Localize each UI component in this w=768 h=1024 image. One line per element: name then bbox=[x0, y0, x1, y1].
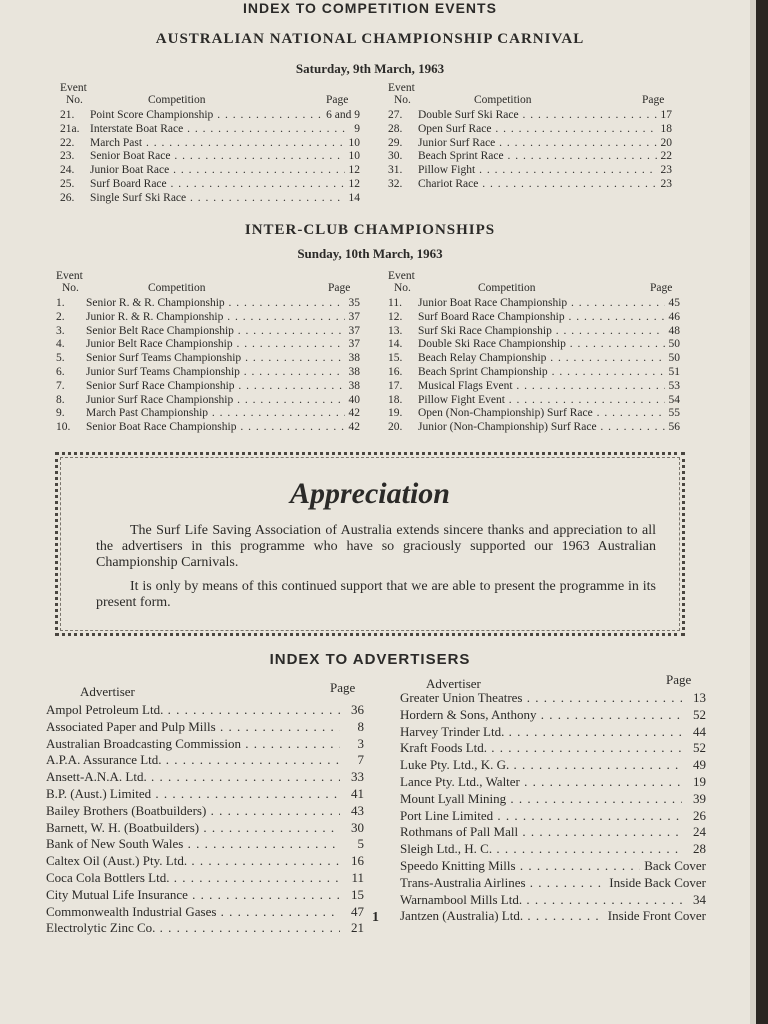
event-number: 20. bbox=[388, 421, 403, 434]
event-row bbox=[388, 366, 680, 380]
event-number: 16. bbox=[388, 365, 403, 378]
interclub-events-left bbox=[56, 270, 360, 435]
col-header-page: Page bbox=[328, 282, 351, 294]
page-reference: Inside Front Cover bbox=[607, 908, 706, 924]
page-reference: 10 bbox=[348, 150, 360, 163]
page-reference: 38 bbox=[348, 365, 360, 378]
advertiser-row bbox=[46, 786, 364, 803]
competition-name: Open Surf Race . . . bbox=[418, 123, 657, 137]
advertiser-name: Rothmans of Pall Mall . . . bbox=[400, 824, 682, 841]
col-header-competition: Competition bbox=[474, 94, 532, 106]
competition-name: Junior Belt Race Championship . . . bbox=[86, 338, 345, 352]
page-reference: 37 bbox=[348, 338, 360, 351]
page-number: 1 bbox=[372, 910, 379, 925]
competition-name: Beach Sprint Championship . . . bbox=[418, 366, 665, 380]
col-header-advertiser: Advertiser bbox=[426, 676, 481, 691]
event-number: 21a. bbox=[60, 122, 80, 135]
page-reference: 3 bbox=[357, 735, 364, 751]
competition-name: March Past . . . bbox=[90, 137, 345, 151]
advertisers-index-title: INDEX TO ADVERTISERS bbox=[269, 651, 471, 668]
competition-name: Beach Sprint Race . . . bbox=[418, 150, 657, 164]
event-number: 15. bbox=[388, 352, 403, 365]
event-number: 30. bbox=[388, 150, 403, 163]
event-number: 29. bbox=[388, 136, 403, 149]
advertiser-name: Commonwealth Industrial Gases . . . bbox=[46, 904, 340, 921]
col-header-competition: Competition bbox=[148, 94, 206, 106]
competition-name: Surf Board Race Championship . . . bbox=[418, 311, 665, 325]
advertiser-row bbox=[400, 774, 706, 791]
event-number: 23. bbox=[60, 150, 75, 163]
event-row bbox=[56, 394, 360, 408]
advertiser-name: Electrolytic Zinc Co. . . . bbox=[46, 920, 340, 937]
event-number: 2. bbox=[56, 310, 65, 323]
event-number: 10. bbox=[56, 421, 71, 434]
event-number: 28. bbox=[388, 122, 403, 135]
page-reference: 12 bbox=[348, 177, 360, 190]
competition-name: Open (Non-Championship) Surf Race . . . bbox=[418, 407, 665, 421]
event-number: 17. bbox=[388, 379, 403, 392]
competition-name: Senior Belt Race Championship . . . bbox=[86, 325, 345, 339]
page-reference: 21 bbox=[351, 920, 364, 936]
event-number: 31. bbox=[388, 164, 403, 177]
page-reference: 36 bbox=[351, 702, 364, 717]
page-reference: 42 bbox=[348, 421, 360, 434]
event-number: 12. bbox=[388, 310, 403, 323]
col-header-event: Event bbox=[388, 270, 415, 282]
event-number: 4. bbox=[56, 338, 65, 351]
page-reference: 11 bbox=[351, 869, 364, 885]
page-reference: 41 bbox=[351, 785, 364, 801]
carnival-events-left bbox=[60, 82, 360, 206]
event-row bbox=[56, 380, 360, 394]
advertiser-name: Port Line Limited . . . bbox=[400, 808, 682, 825]
page-reference: 18 bbox=[660, 122, 672, 135]
appreciation-title: Appreciation bbox=[289, 477, 450, 510]
col-header-competition: Competition bbox=[148, 282, 206, 294]
col-header-page: Page bbox=[666, 672, 692, 687]
advertiser-name: Lance Pty. Ltd., Walter . . . bbox=[400, 774, 682, 791]
event-number: 32. bbox=[388, 177, 403, 190]
interclub-date: Sunday, 10th March, 1963 bbox=[297, 246, 443, 261]
page-reference: 51 bbox=[668, 365, 680, 378]
page-reference: 47 bbox=[351, 903, 364, 919]
advertiser-row bbox=[46, 853, 364, 870]
page-reference: 52 bbox=[693, 706, 706, 722]
advertiser-name: Coca Cola Bottlers Ltd. . . . bbox=[46, 870, 340, 887]
event-row bbox=[60, 123, 360, 137]
advertiser-name: Greater Union Theatres . . . bbox=[400, 690, 682, 707]
page-reference: 20 bbox=[660, 136, 672, 149]
advertiser-row bbox=[46, 870, 364, 887]
event-row bbox=[56, 352, 360, 366]
event-number: 9. bbox=[56, 407, 65, 420]
page-reference: 42 bbox=[348, 407, 360, 420]
col-header-event: Event bbox=[60, 82, 87, 94]
advertiser-name: Ampol Petroleum Ltd. . . . bbox=[46, 702, 340, 719]
event-number: 26. bbox=[60, 191, 75, 204]
page-reference: 38 bbox=[348, 352, 360, 365]
advertiser-name: Warnambool Mills Ltd. . . . bbox=[400, 892, 682, 909]
event-row bbox=[60, 137, 360, 151]
page-reference: 15 bbox=[351, 886, 364, 902]
advertiser-row bbox=[400, 908, 706, 925]
advertiser-row bbox=[400, 841, 706, 858]
event-row bbox=[60, 109, 360, 123]
page-reference: 34 bbox=[693, 891, 706, 907]
page-reference: 44 bbox=[693, 723, 706, 739]
event-number: 24. bbox=[60, 164, 75, 177]
page-reference: 17 bbox=[660, 109, 672, 121]
interclub-title: INTER-CLUB CHAMPIONSHIPS bbox=[244, 222, 496, 238]
competition-name: Senior Boat Race . . . bbox=[90, 150, 345, 164]
event-row bbox=[388, 325, 680, 339]
page-reference: 35 bbox=[348, 297, 360, 309]
event-number: 1. bbox=[56, 297, 65, 309]
page-reference: 37 bbox=[348, 310, 360, 323]
advertiser-name: Bailey Brothers (Boatbuilders) . . . bbox=[46, 803, 340, 820]
event-row bbox=[60, 178, 360, 192]
page-reference: 5 bbox=[357, 836, 364, 852]
event-row bbox=[56, 311, 360, 325]
event-number: 8. bbox=[56, 393, 65, 406]
event-row bbox=[388, 380, 680, 394]
advertiser-row bbox=[400, 875, 706, 892]
col-header-page: Page bbox=[642, 94, 665, 106]
event-number: 21. bbox=[60, 109, 75, 121]
event-row bbox=[388, 394, 680, 408]
event-row bbox=[388, 123, 672, 137]
carnival-events-right bbox=[388, 82, 672, 192]
competition-name: Junior Surf Race . . . bbox=[418, 137, 657, 151]
page-reference: Back Cover bbox=[644, 857, 706, 873]
page-reference: 38 bbox=[348, 379, 360, 392]
event-row bbox=[388, 137, 672, 151]
page-reference: 49 bbox=[693, 757, 706, 773]
advertiser-name: Australian Broadcasting Commission . . . bbox=[46, 736, 340, 753]
advertiser-row bbox=[46, 904, 364, 921]
advertiser-row bbox=[46, 820, 364, 837]
appreciation-paragraph-1: The Surf Life Saving Association of Australia extends sincere thanks and appreciation to all the advertisers in this programme who have so graciously supported our 1963 Australian Championship Carnivals. bbox=[96, 523, 656, 570]
competition-name: Surf Ski Race Championship . . . bbox=[418, 325, 665, 339]
advertiser-row bbox=[400, 892, 706, 909]
event-number: 11. bbox=[388, 297, 402, 309]
event-row bbox=[388, 338, 680, 352]
page-reference: 46 bbox=[668, 310, 680, 323]
advertiser-row bbox=[400, 707, 706, 724]
page-reference: 8 bbox=[357, 718, 364, 734]
event-number: 25. bbox=[60, 177, 75, 190]
advertiser-name: Hordern & Sons, Anthony . . . bbox=[400, 707, 682, 724]
event-row bbox=[388, 178, 672, 192]
events-index-title: INDEX TO COMPETITION EVENTS bbox=[243, 0, 497, 16]
advertiser-row bbox=[46, 920, 364, 937]
event-number: 19. bbox=[388, 407, 403, 420]
competition-name: Senior Boat Race Championship . . . bbox=[86, 421, 345, 435]
competition-name: Single Surf Ski Race . . . bbox=[90, 192, 345, 206]
advertiser-row bbox=[46, 769, 364, 786]
advertiser-row bbox=[46, 702, 364, 719]
col-header-page: Page bbox=[326, 94, 349, 106]
event-row bbox=[60, 150, 360, 164]
carnival-title: AUSTRALIAN NATIONAL CHAMPIONSHIP CARNIVAL bbox=[155, 31, 585, 47]
page-reference: 43 bbox=[351, 802, 364, 818]
page-reference: 45 bbox=[668, 297, 680, 309]
page-reference: 9 bbox=[354, 122, 360, 135]
advertiser-name: Caltex Oil (Aust.) Pty. Ltd. . . . bbox=[46, 853, 340, 870]
event-row bbox=[388, 421, 680, 435]
event-row bbox=[56, 297, 360, 311]
competition-name: March Past Championship . . . bbox=[86, 407, 345, 421]
event-row bbox=[60, 164, 360, 178]
appreciation-box bbox=[55, 452, 685, 636]
event-row bbox=[56, 421, 360, 435]
event-number: 5. bbox=[56, 352, 65, 365]
event-row bbox=[56, 407, 360, 421]
col-header-competition: Competition bbox=[478, 282, 536, 294]
page-reference: 53 bbox=[668, 379, 680, 392]
event-number: 27. bbox=[388, 109, 403, 121]
page-reference: 28 bbox=[693, 841, 706, 857]
competition-name: Senior R. & R. Championship . . . bbox=[86, 297, 345, 311]
page-reference: 23 bbox=[660, 164, 672, 177]
advertiser-name: Associated Paper and Pulp Mills . . . bbox=[46, 719, 340, 736]
competition-name: Beach Relay Championship . . . bbox=[418, 352, 665, 366]
advertiser-row bbox=[46, 836, 364, 853]
page-reference: 54 bbox=[668, 393, 680, 406]
event-number: 22. bbox=[60, 136, 75, 149]
carnival-date: Saturday, 9th March, 1963 bbox=[295, 61, 445, 76]
advertiser-name: Barnett, W. H. (Boatbuilders) . . . bbox=[46, 820, 340, 837]
page-reference: 6 and 9 bbox=[326, 109, 360, 121]
col-header-no: No. bbox=[394, 282, 411, 294]
advertiser-row bbox=[400, 808, 706, 825]
page-reference: 26 bbox=[693, 807, 706, 823]
competition-name: Senior Surf Teams Championship . . . bbox=[86, 352, 345, 366]
page-reference: 56 bbox=[668, 421, 680, 434]
competition-name: Junior (Non-Championship) Surf Race . . . bbox=[418, 421, 665, 435]
advertiser-row bbox=[400, 724, 706, 741]
page-reference: 22 bbox=[660, 150, 672, 163]
page-reference: 13 bbox=[693, 690, 706, 705]
page-reference: 52 bbox=[693, 740, 706, 756]
competition-name: Chariot Race . . . bbox=[418, 178, 657, 192]
advertiser-name: Harvey Trinder Ltd. . . . bbox=[400, 724, 682, 741]
col-header-no: No. bbox=[66, 94, 83, 106]
appreciation-paragraph-2: It is only by means of this continued support that we are able to present the programme in its present form. bbox=[96, 579, 656, 610]
competition-name: Point Score Championship . . . bbox=[90, 109, 322, 123]
advertisers-left bbox=[46, 680, 364, 937]
event-number: 7. bbox=[56, 379, 65, 392]
page-reference: 24 bbox=[693, 824, 706, 840]
event-row bbox=[56, 338, 360, 352]
page-reference: 30 bbox=[351, 819, 364, 835]
competition-name: Junior Boat Race . . . bbox=[90, 164, 345, 178]
advertiser-row bbox=[46, 752, 364, 769]
interclub-events-right bbox=[388, 270, 680, 435]
competition-name: Junior Surf Teams Championship . . . bbox=[86, 366, 345, 380]
competition-name: Junior Boat Race Championship . . . bbox=[418, 297, 665, 311]
col-header-page: Page bbox=[650, 282, 673, 294]
page-reference: 14 bbox=[348, 191, 360, 204]
competition-name: Senior Surf Race Championship . . . bbox=[86, 380, 345, 394]
event-row bbox=[56, 325, 360, 339]
page-reference: 40 bbox=[348, 393, 360, 406]
advertiser-name: Jantzen (Australia) Ltd. . . . bbox=[400, 908, 604, 925]
advertiser-row bbox=[400, 858, 706, 875]
advertiser-name: A.P.A. Assurance Ltd. . . . bbox=[46, 752, 340, 769]
col-header-event: Event bbox=[388, 82, 415, 94]
col-header-no: No. bbox=[394, 94, 411, 106]
page-reference: 50 bbox=[668, 352, 680, 365]
event-number: 3. bbox=[56, 324, 65, 337]
event-row bbox=[60, 192, 360, 206]
event-row bbox=[388, 109, 672, 123]
page-reference: 37 bbox=[348, 324, 360, 337]
event-number: 14. bbox=[388, 338, 403, 351]
col-header-event: Event bbox=[56, 270, 83, 282]
page-reference: 55 bbox=[668, 407, 680, 420]
competition-name: Pillow Fight Event . . . bbox=[418, 394, 665, 408]
page-reference: 19 bbox=[693, 773, 706, 789]
advertiser-name: Speedo Knitting Mills . . . bbox=[400, 858, 640, 875]
advertiser-row bbox=[46, 887, 364, 904]
competition-name: Junior R. & R. Championship . . . bbox=[86, 311, 345, 325]
col-header-page: Page bbox=[330, 680, 356, 695]
page-reference: 7 bbox=[357, 752, 364, 768]
competition-name: Double Ski Race Championship . . . bbox=[418, 338, 665, 352]
advertiser-row bbox=[400, 791, 706, 808]
event-row bbox=[56, 366, 360, 380]
col-header-advertiser: Advertiser bbox=[80, 684, 135, 699]
competition-name: Double Surf Ski Race . . . bbox=[418, 109, 657, 123]
event-number: 13. bbox=[388, 324, 403, 337]
page-reference: 39 bbox=[693, 790, 706, 806]
page-reference: 48 bbox=[668, 324, 680, 337]
page-reference: Inside Back Cover bbox=[609, 874, 706, 890]
event-row bbox=[388, 297, 680, 311]
competition-name: Junior Surf Race Championship . . . bbox=[86, 394, 345, 408]
page-reference: 50 bbox=[668, 338, 680, 351]
page-reference: 23 bbox=[660, 177, 672, 190]
event-row bbox=[388, 407, 680, 421]
event-row bbox=[388, 164, 672, 178]
advertisers-right bbox=[400, 672, 706, 925]
advertiser-name: Trans-Australia Airlines . . . bbox=[400, 875, 605, 892]
advertiser-name: City Mutual Life Insurance . . . bbox=[46, 887, 340, 904]
advertiser-row bbox=[400, 757, 706, 774]
event-number: 18. bbox=[388, 393, 403, 406]
page-reference: 12 bbox=[348, 164, 360, 177]
advertiser-row bbox=[400, 740, 706, 757]
advertiser-row bbox=[400, 824, 706, 841]
advertiser-name: Ansett-A.N.A. Ltd. . . . bbox=[46, 769, 340, 786]
page-reference: 16 bbox=[351, 853, 364, 869]
event-row bbox=[388, 311, 680, 325]
event-row bbox=[388, 352, 680, 366]
advertiser-name: Sleigh Ltd., H. C. . . . bbox=[400, 841, 682, 858]
advertiser-name: Kraft Foods Ltd. . . . bbox=[400, 740, 682, 757]
advertiser-name: Luke Pty. Ltd., K. G. . . . bbox=[400, 757, 682, 774]
event-number: 6. bbox=[56, 365, 65, 378]
competition-name: Pillow Fight . . . bbox=[418, 164, 657, 178]
competition-name: Interstate Boat Race . . . bbox=[90, 123, 350, 137]
advertiser-row bbox=[46, 719, 364, 736]
page-reference: 10 bbox=[348, 136, 360, 149]
advertiser-name: Mount Lyall Mining . . . bbox=[400, 791, 682, 808]
advertiser-row bbox=[46, 803, 364, 820]
advertiser-row bbox=[46, 736, 364, 753]
competition-name: Musical Flags Event . . . bbox=[418, 380, 665, 394]
advertiser-name: B.P. (Aust.) Limited . . . bbox=[46, 786, 340, 803]
advertiser-name: Bank of New South Wales . . . bbox=[46, 836, 340, 853]
competition-name: Surf Board Race . . . bbox=[90, 178, 345, 192]
event-row bbox=[388, 150, 672, 164]
col-header-no: No. bbox=[62, 282, 79, 294]
page-reference: 33 bbox=[351, 769, 364, 785]
